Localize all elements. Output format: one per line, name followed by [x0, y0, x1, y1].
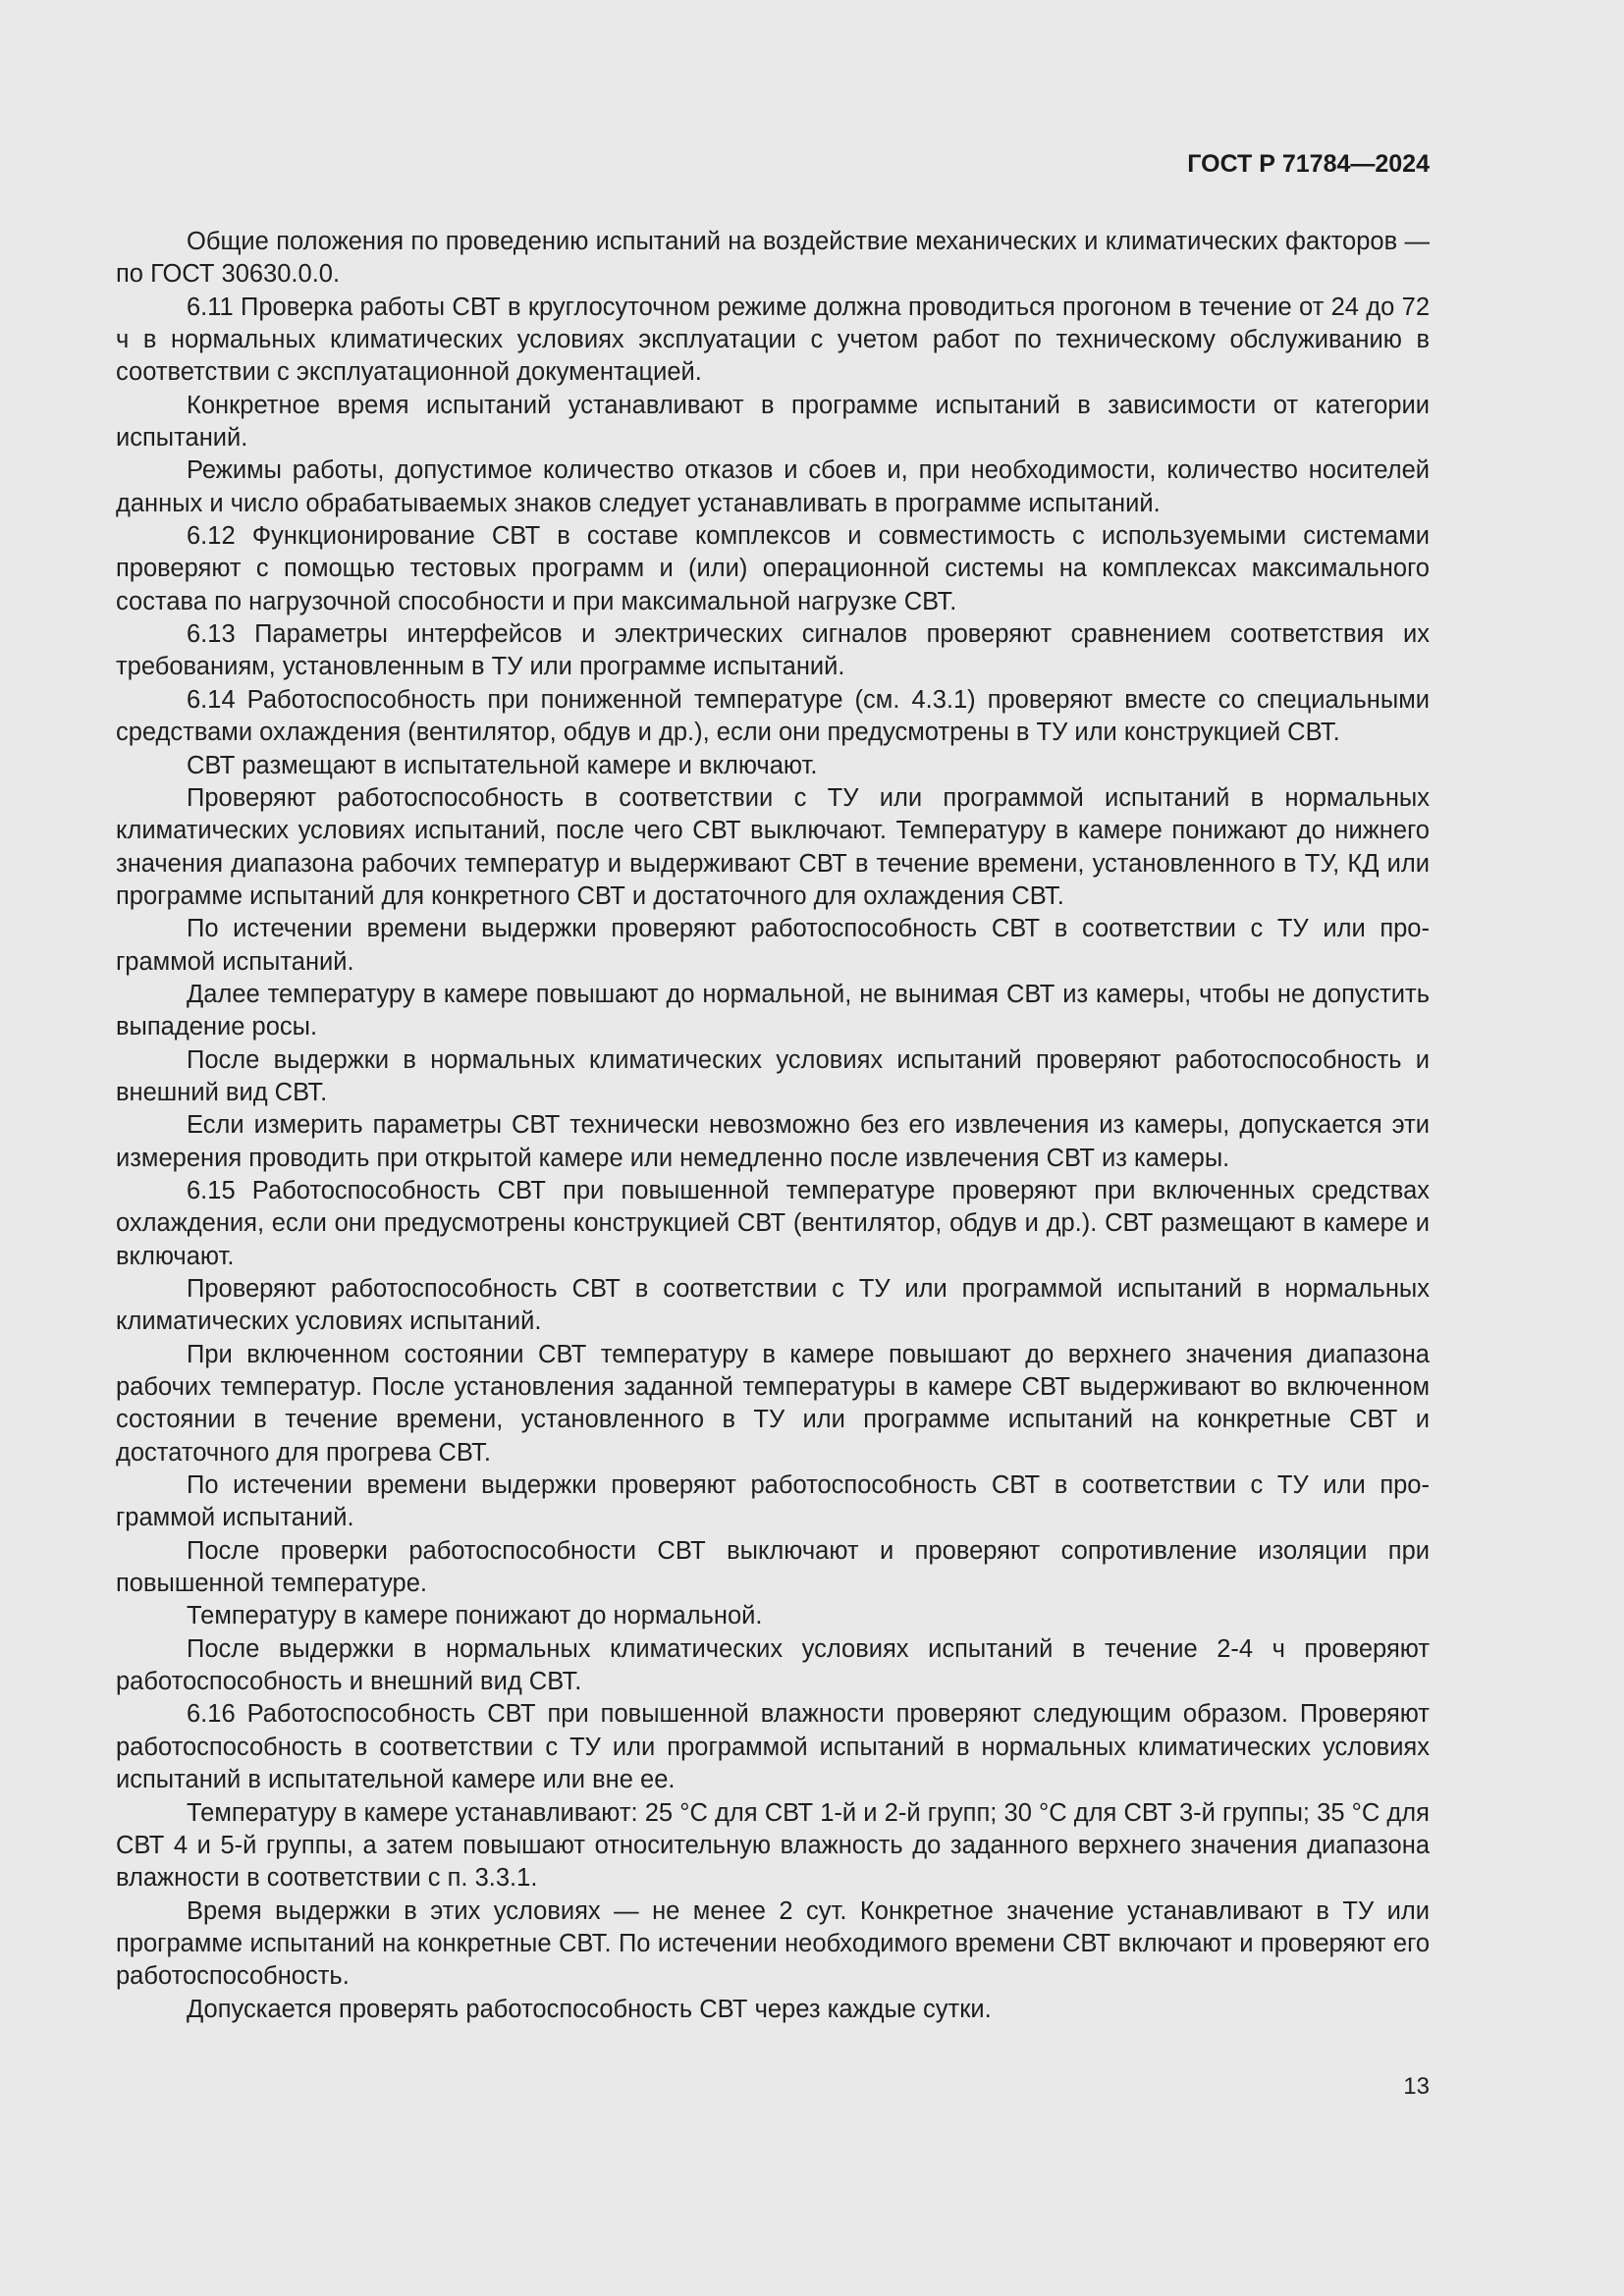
paragraph: Конкретное время испытаний устанавливают в программе испытаний в зависимости от категории испытаний. [116, 391, 1430, 453]
paragraph: Если измерить параметры СВТ технически невозможно без его извлечения из камеры, допускается эти измерения проводить при открытой камере или немедленно после извлечения СВТ из камеры. [116, 1111, 1430, 1172]
paragraph: После проверки работоспособности СВТ выключают и проверяют сопротивление изоляции при повышенной температуре. [116, 1536, 1430, 1598]
paragraph: Время выдержки в этих условиях — не менее 2 сут. Конкретное значение устанавливают в ТУ или программе испытаний на конкретные СВТ. По истечении необходимого времени СВТ включают и проверяют его работоспособность. [116, 1896, 1430, 1991]
paragraph: 6.11 Проверка работы СВТ в круглосуточном режиме должна проводиться прогоном в течение от 24 до 72 ч в нормальных климатических условиях эксплуатации с учетом работ по техническому обслуживанию в соответствии с эксплуатационной документацией. [116, 293, 1430, 387]
paragraph: По истечении времени выдержки проверяют работоспособность СВТ в соответствии с ТУ или программой испытаний. [116, 1471, 1430, 1532]
page-number: 13 [1403, 2073, 1430, 2100]
document-header [116, 147, 1430, 181]
paragraph: После выдержки в нормальных климатических условиях испытаний проверяют работоспособность и внешний вид СВТ. [116, 1045, 1430, 1106]
standard-id: ГОСТ Р 71784—2024 [1187, 150, 1430, 178]
paragraph: 6.14 Работоспособность при пониженной температуре (см. 4.3.1) проверяют вместе со специальными средствами охлаждения (вентилятор, обдув и др.), если они предусмотрены в ТУ или конструкцией СВТ. [116, 685, 1430, 747]
paragraph: При включенном состоянии СВТ температуру в камере повышают до верхнего значения диапазона рабочих температур. После установления заданной температуры в камере СВТ выдерживают во включенном состоянии в течение времени, установленного в ТУ или программе испытаний на конкретные СВТ и достаточного для прогрева СВТ. [116, 1340, 1430, 1467]
paragraph: Общие положения по проведению испытаний на воздействие механических и климатических факторов — по ГОСТ 30630.0.0. [116, 228, 1430, 289]
document-body [116, 226, 1430, 2026]
paragraph: Проверяют работоспособность СВТ в соответствии с ТУ или программой испытаний в нормальных климатических условиях испытаний. [116, 1275, 1430, 1336]
paragraph: 6.16 Работоспособность СВТ при повышенной влажности проверяют следующим образом. Проверяют работоспособность в соответствии с ТУ или программой испытаний в нормальных климатических условиях испытаний в испытательной камере или вне ее. [116, 1700, 1430, 1794]
paragraph: 6.15 Работоспособность СВТ при повышенной температуре проверяют при включенных средствах охлаждения, если они предусмотрены конструкцией СВТ (вентилятор, обдув и др.). СВТ размещают в камере и включают. [116, 1176, 1430, 1270]
paragraph: Температуру в камере понижают до нормальной. [187, 1602, 763, 1630]
paragraph: 6.13 Параметры интерфейсов и электрических сигналов проверяют сравнением соответствия их требованиям, установленным в ТУ или программе испытаний. [116, 620, 1430, 681]
paragraph: Далее температуру в камере повышают до нормальной, не вынимая СВТ из камеры, чтобы не допустить выпадение росы. [116, 980, 1430, 1041]
paragraph: По истечении времени выдержки проверяют работоспособность СВТ в соответствии с ТУ или программой испытаний. [116, 915, 1430, 976]
paragraph: После выдержки в нормальных климатических условиях испытаний в течение 2-4 ч проверяют работоспособность и внешний вид СВТ. [116, 1634, 1430, 1696]
paragraph: СВТ размещают в испытательной камере и включают. [187, 751, 818, 779]
paragraph: 6.12 Функционирование СВТ в составе комплексов и совместимость с используемыми системами проверяют с помощью тестовых программ и (или) операционной системы на комплексах максимального состава по нагрузочной способности и при максимальной нагрузке СВТ. [116, 522, 1430, 615]
paragraph: Режимы работы, допустимое количество отказов и сбоев и, при необходимости, количество носителей данных и число обрабатываемых знаков следует устанавливать в программе испытаний. [116, 456, 1430, 517]
paragraph: Проверяют работоспособность в соответствии с ТУ или программой испытаний в нормальных климатических условиях испытаний, после чего СВТ выключают. Температуру в камере понижают до нижнего значения диапазона рабочих температур и выдерживают СВТ в течение времени, установленного в ТУ, КД или программе испытаний для конкретного СВТ и достаточного для охлаждения СВТ. [116, 783, 1430, 910]
paragraph: Температуру в камере устанавливают: 25 °С для СВТ 1-й и 2-й групп; 30 °С для СВТ 3-й группы; 35 °С для СВТ 4 и 5-й группы, а затем повышают относительную влажность до заданного верхнего значения диапазона влажности в соответствии с п. 3.3.1. [116, 1798, 1430, 1893]
paragraph: Допускается проверять работоспособность СВТ через каждые сутки. [187, 1995, 992, 2023]
